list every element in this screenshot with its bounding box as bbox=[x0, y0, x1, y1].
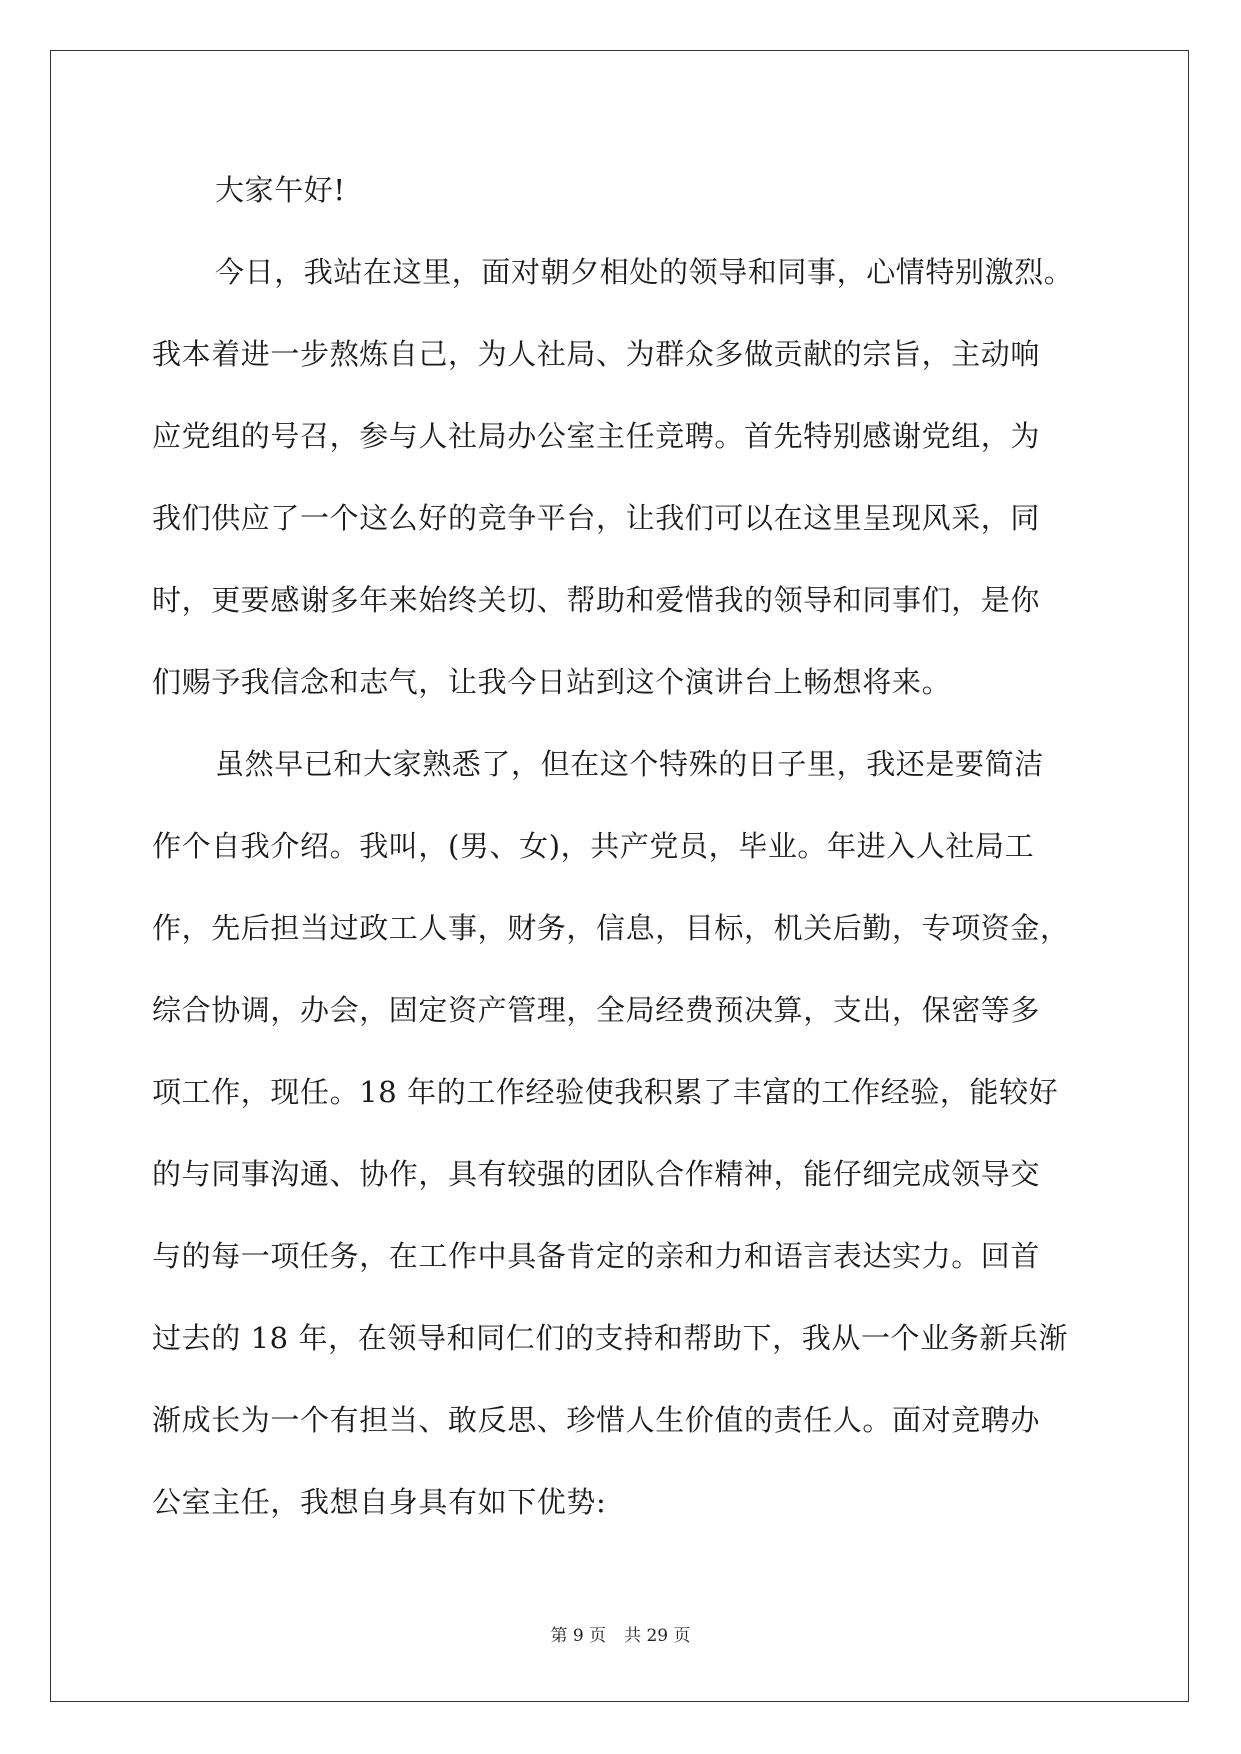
text-line: 应党组的号召，参与人社局办公室主任竞聘。首先特别感谢党组，为 bbox=[152, 419, 1041, 453]
text-line: 们赐予我信念和志气，让我今日站到这个演讲台上畅想将来。 bbox=[152, 665, 952, 699]
text-line: 今日，我站在这里，面对朝夕相处的领导和同事，心情特别激烈。 bbox=[215, 255, 1074, 289]
text-line: 项工作，现任。18 年的工作经验使我积累了丰富的工作经验，能较好 bbox=[152, 1075, 1059, 1109]
text-line: 我们供应了一个这么好的竞争平台，让我们可以在这里呈现风采，同 bbox=[152, 501, 1041, 535]
text-line: 的与同事沟通、协作，具有较强的团队合作精神，能仔细完成领导交 bbox=[152, 1157, 1041, 1191]
text-line: 过去的 18 年，在领导和同仁们的支持和帮助下，我从一个业务新兵渐 bbox=[152, 1321, 1069, 1355]
text-line: 渐成长为一个有担当、敢反思、珍惜人生价值的责任人。面对竞聘办 bbox=[152, 1403, 1041, 1437]
text-line: 作个自我介绍。我叫，(男、女)，共产党员，毕业。年进入人社局工 bbox=[152, 829, 1035, 863]
text-line: 大家午好! bbox=[215, 173, 346, 207]
page-footer bbox=[0, 1621, 1241, 1646]
text-line: 虽然早已和大家熟悉了，但在这个特殊的日子里，我还是要简洁 bbox=[215, 747, 1044, 781]
page-number: 第 9 页 bbox=[550, 1626, 607, 1646]
text-line: 综合协调，办会，固定资产管理，全局经费预决算，支出，保密等多 bbox=[152, 993, 1041, 1027]
document-body bbox=[152, 156, 1092, 1550]
text-line: 与的每一项任务，在工作中具备肯定的亲和力和语言表达实力。回首 bbox=[152, 1239, 1041, 1273]
page-total: 共 29 页 bbox=[624, 1626, 691, 1646]
text-line: 时，更要感谢多年来始终关切、帮助和爱惜我的领导和同事们，是你 bbox=[152, 583, 1041, 617]
text-line: 我本着进一步熬炼自己，为人社局、为群众多做贡献的宗旨，主动响 bbox=[152, 337, 1041, 371]
text-line: 作，先后担当过政工人事，财务，信息，目标，机关后勤，专项资金， bbox=[152, 911, 1070, 945]
text-line: 公室主任，我想自身具有如下优势: bbox=[152, 1485, 607, 1519]
